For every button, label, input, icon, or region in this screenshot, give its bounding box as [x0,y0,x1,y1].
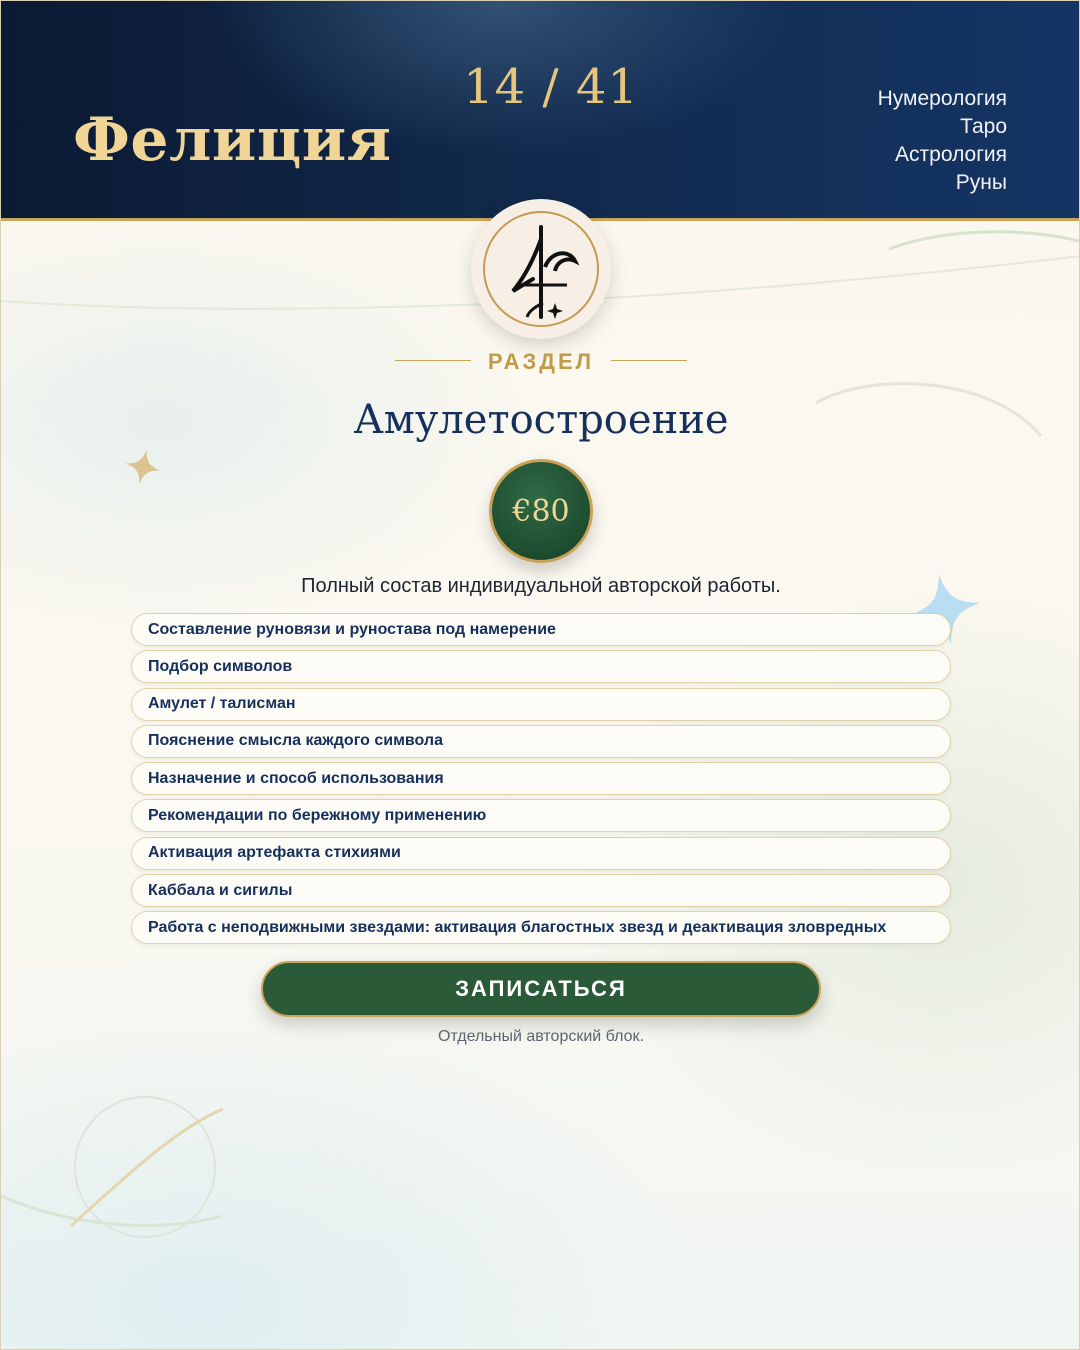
divider-line [611,360,687,361]
section-label-text: РАЗДЕЛ [487,349,595,374]
section-subtitle: Полный состав индивидуальной авторской работы. [301,575,781,597]
service-list [131,613,951,949]
list-item: Пояснение смысла каждого символа [131,725,951,758]
list-item: Амулет / талисман [131,688,951,721]
top-nav [878,85,1007,197]
footer-note: Отдельный авторский блок. [438,1028,644,1045]
nav-link-runes[interactable]: Руны [955,171,1007,194]
list-item: Каббала и сигилы [131,874,951,907]
logo-medallion [471,199,611,339]
price-badge: €80 [489,459,593,563]
list-item: Активация артефакта стихиями [131,837,951,870]
signup-button[interactable]: ЗАПИСАТЬСЯ [261,961,821,1017]
rune-monogram-icon [471,199,611,339]
page-counter: 14 / 41 [463,59,639,115]
nav-link-numerology[interactable]: Нумерология [877,87,1007,110]
brand-title: Фелиция [73,105,392,175]
list-item: Составление руновязи и руностава под намерение [131,613,951,646]
nav-link-astrology[interactable]: Астрология [895,143,1007,166]
section-label [391,347,691,377]
header-bar [1,1,1080,221]
nav-link-tarot[interactable]: Таро [960,115,1007,138]
list-item: Подбор символов [131,650,951,683]
sparkle-icon [123,447,163,487]
list-item: Назначение и способ использования [131,762,951,795]
section-title: Амулетостроение [353,397,729,443]
list-item: Рекомендации по бережному применению [131,799,951,832]
list-item: Работа с неподвижными звездами: активация благостных звезд и деактивация зловредных [131,911,951,944]
